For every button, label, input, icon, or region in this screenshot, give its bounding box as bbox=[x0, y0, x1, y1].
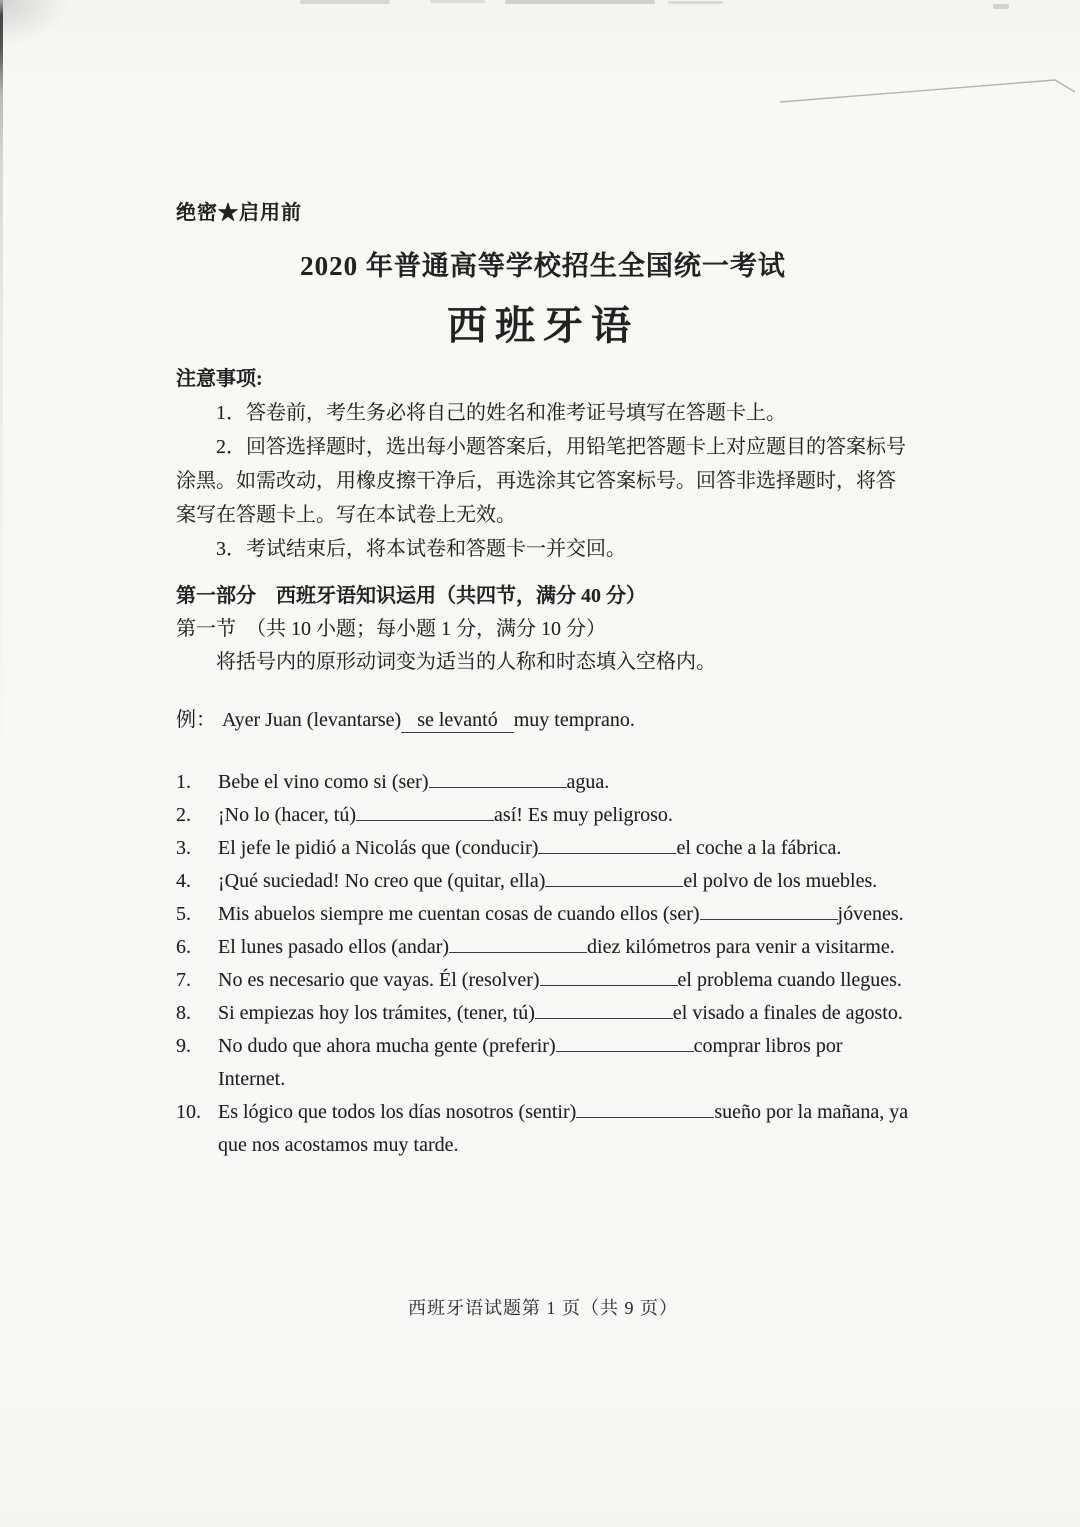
answer-blank bbox=[535, 1016, 673, 1019]
question-list bbox=[176, 766, 910, 1162]
scan-top-speck bbox=[993, 4, 1009, 9]
question-after: el coche a la fábrica. bbox=[676, 837, 842, 859]
answer-blank bbox=[540, 983, 678, 986]
section-instruction: 将括号内的原形动词变为适当的人称和时态填入空格内。 bbox=[216, 651, 716, 673]
scan-corner-shade bbox=[0, 0, 70, 46]
question-number: 4. bbox=[176, 870, 191, 892]
page-footer: 西班牙语试题第 1 页（共 9 页） bbox=[408, 1298, 678, 1318]
answer-blank bbox=[700, 917, 838, 920]
question-text bbox=[218, 997, 910, 1030]
question-after: comprar libros por Internet. bbox=[218, 1035, 843, 1090]
notice-item: 2．回答选择题时，选出每小题答案后，用铅笔把答题卡上对应题目的答案标号涂黑。如需改动，用橡皮擦干净后，再选涂其它答案标号。回答非选择题时，将答案写在答题卡上。写在本试卷上无效。 bbox=[176, 436, 906, 526]
subsection-one-heading: 第一节 （共 10 小题；每小题 1 分，满分 10 分） bbox=[176, 618, 606, 640]
question-after: sueño por la mañana, ya que nos acostamos muy tarde. bbox=[218, 1101, 909, 1156]
classification-label: 绝密★启用前 bbox=[176, 202, 302, 224]
question-number: 8. bbox=[176, 1002, 191, 1024]
notice-item: 3．考试结束后，将本试卷和答题卡一并交回。 bbox=[216, 538, 626, 560]
question-text bbox=[218, 865, 910, 898]
question-before: Bebe el vino como si (ser) bbox=[218, 771, 429, 793]
question-number: 10. bbox=[176, 1101, 201, 1123]
question-text bbox=[218, 766, 910, 799]
example-after: muy temprano. bbox=[513, 709, 635, 731]
example-before: Ayer Juan (levantarse) bbox=[222, 709, 402, 731]
question-text bbox=[218, 1030, 910, 1096]
question-row bbox=[176, 931, 910, 964]
notice-item: 1．答卷前，考生务必将自己的姓名和准考证号填写在答题卡上。 bbox=[216, 402, 786, 424]
question-before: El jefe le pidió a Nicolás que (conducir) bbox=[218, 837, 539, 859]
question-number: 5. bbox=[176, 903, 191, 925]
question-row bbox=[176, 964, 910, 997]
example-label: 例： bbox=[176, 709, 216, 731]
subject-title: 西班牙语 bbox=[447, 303, 639, 348]
question-after: el problema cuando llegues. bbox=[677, 969, 902, 991]
question-row bbox=[176, 865, 910, 898]
question-row bbox=[176, 799, 910, 832]
question-after: diez kilómetros para venir a visitarme. bbox=[587, 936, 895, 958]
question-number: 1. bbox=[176, 771, 191, 793]
question-text bbox=[218, 832, 910, 865]
question-after: el polvo de los muebles. bbox=[683, 870, 878, 892]
answer-blank bbox=[545, 884, 683, 887]
question-row bbox=[176, 997, 910, 1030]
question-number: 9. bbox=[176, 1035, 191, 1057]
answer-blank bbox=[429, 785, 567, 788]
answer-blank bbox=[449, 950, 587, 953]
question-text bbox=[218, 898, 910, 931]
question-after: jóvenes. bbox=[837, 903, 904, 925]
question-after: agua. bbox=[566, 771, 610, 793]
answer-blank bbox=[576, 1115, 714, 1118]
question-after: el visado a finales de agosto. bbox=[672, 1002, 903, 1024]
scan-top-smudge bbox=[668, 1, 723, 4]
notices-section bbox=[176, 362, 910, 566]
answer-blank bbox=[538, 851, 676, 854]
question-before: No dudo que ahora mucha gente (preferir) bbox=[218, 1035, 556, 1057]
scan-top-smudge bbox=[300, 0, 390, 4]
question-before: No es necesario que vayas. Él (resolver) bbox=[218, 969, 540, 991]
question-before: El lunes pasado ellos (andar) bbox=[218, 936, 450, 958]
answer-blank bbox=[556, 1049, 694, 1052]
scan-top-smudge bbox=[505, 0, 655, 4]
question-before: Es lógico que todos los días nosotros (sentir) bbox=[218, 1101, 577, 1123]
example-sentence bbox=[176, 703, 910, 733]
question-row bbox=[176, 1030, 910, 1096]
question-number: 2. bbox=[176, 804, 191, 826]
question-number: 6. bbox=[176, 936, 191, 958]
question-before: ¡No lo (hacer, tú) bbox=[218, 804, 357, 826]
question-row bbox=[176, 766, 910, 799]
answer-blank bbox=[356, 818, 494, 821]
question-before: Si empiezas hoy los trámites, (tener, tú) bbox=[218, 1002, 535, 1024]
question-number: 3. bbox=[176, 837, 191, 859]
question-row bbox=[176, 832, 910, 865]
question-text bbox=[218, 1096, 910, 1162]
notices-heading: 注意事项: bbox=[176, 368, 263, 390]
question-text bbox=[218, 931, 910, 964]
exam-title: 2020 年普通高等学校招生全国统一考试 bbox=[300, 251, 786, 281]
example-answer-underlined: se levantó bbox=[401, 709, 514, 733]
question-number: 7. bbox=[176, 969, 191, 991]
part-one-heading: 第一部分 西班牙语知识运用（共四节，满分 40 分） bbox=[176, 585, 646, 607]
question-before: Mis abuelos siempre me cuentan cosas de cuando ellos (ser) bbox=[218, 903, 700, 925]
scan-top-smudge bbox=[430, 0, 485, 3]
question-text bbox=[218, 964, 910, 997]
question-row bbox=[176, 1096, 910, 1162]
question-after: así! Es muy peligroso. bbox=[494, 804, 673, 826]
scan-left-edge-artifact bbox=[0, 0, 3, 790]
question-before: ¡Qué suciedad! No creo que (quitar, ella) bbox=[218, 870, 546, 892]
question-row bbox=[176, 898, 910, 931]
question-text bbox=[218, 799, 910, 832]
scan-crease-line bbox=[740, 70, 1080, 120]
